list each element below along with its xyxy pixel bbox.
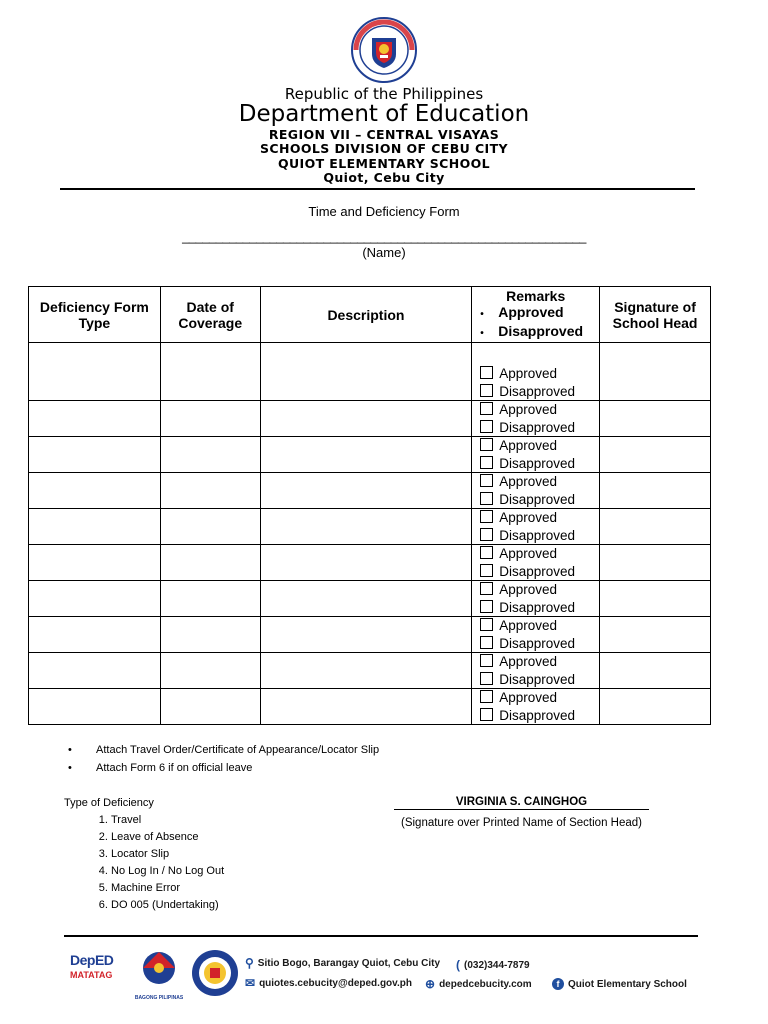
department-heading: Department of Education [238,101,530,127]
approved-option[interactable] [472,401,599,419]
header-date-coverage: Date of Coverage [160,287,260,343]
cell-deficiency-type[interactable] [29,581,161,617]
disapproved-option[interactable] [472,707,599,725]
disapproved-option[interactable] [472,491,599,509]
cell-description[interactable] [260,437,472,473]
table-row [29,617,711,653]
approved-option[interactable] [472,437,599,455]
cell-deficiency-type[interactable] [29,545,161,581]
approved-checkbox[interactable] [480,510,493,523]
cell-date-coverage[interactable] [160,343,260,401]
approved-checkbox[interactable] [480,690,493,703]
deped-logo-text: DepED [70,952,114,968]
school-heading: QUIOT ELEMENTARY SCHOOL [277,156,491,171]
disapproved-option[interactable] [472,419,599,437]
list-item: 6. DO 005 (Undertaking) [111,897,224,914]
cell-deficiency-type[interactable] [29,437,161,473]
header-remarks-approved: Approved [498,304,564,320]
note-item: • Attach Travel Order/Certificate of Appearance/Locator Slip [68,741,379,759]
table-header-row [29,287,711,343]
disapproved-option[interactable] [472,671,599,689]
disapproved-label: Disapproved [499,527,576,543]
section-head-name: VIRGINIA S. CAINGHOG [394,796,649,810]
division-heading: SCHOOLS DIVISION OF CEBU CITY [260,141,508,156]
form-title: Time and Deficiency Form [308,204,460,219]
cell-description[interactable] [260,545,472,581]
cell-date-coverage[interactable] [160,653,260,689]
facebook-icon: f [552,978,564,990]
disapproved-option[interactable] [472,455,599,473]
deped-seal-logo [350,16,418,84]
disapproved-checkbox[interactable] [480,528,493,541]
cell-date-coverage[interactable] [160,689,260,725]
cell-date-coverage[interactable] [160,473,260,509]
disapproved-label: Disapproved [499,455,576,471]
header-remarks [472,287,600,343]
header-remarks-title: Remarks [506,288,566,304]
cell-description[interactable] [260,617,472,653]
disapproved-checkbox[interactable] [480,600,493,613]
cell-remarks [472,509,600,545]
footer-divider [64,935,698,937]
cell-signature[interactable] [600,343,711,401]
table-row [29,473,711,509]
disapproved-option[interactable] [472,527,599,545]
phone-contact: ( (032)344-7879 [456,958,530,972]
disapproved-checkbox[interactable] [480,708,493,721]
table-row [29,509,711,545]
cell-signature[interactable] [600,581,711,617]
location-heading: Quiot, Cebu City [323,170,445,185]
cell-description[interactable] [260,509,472,545]
approved-label: Approved [499,474,558,489]
approved-label: Approved [499,402,558,417]
cell-deficiency-type[interactable] [29,343,161,401]
list-item: 2. Leave of Absence [111,829,224,846]
table-row [29,653,711,689]
cell-deficiency-type[interactable] [29,509,161,545]
cell-date-coverage[interactable] [160,617,260,653]
cell-remarks [472,689,600,725]
table-row [29,581,711,617]
facebook-contact: f Quiot Elementary School [552,978,687,990]
approved-option[interactable] [472,473,599,491]
section-head-caption: (Signature over Printed Name of Section Head) [401,817,642,829]
approved-option[interactable] [472,689,599,707]
region-heading: REGION VII – CENTRAL VISAYAS [268,127,500,142]
cell-date-coverage[interactable] [160,509,260,545]
cell-remarks [472,437,600,473]
name-field-line[interactable]: ____________________________________________________________ [182,229,586,244]
cell-remarks [472,617,600,653]
cell-signature[interactable] [600,509,711,545]
cell-deficiency-type[interactable] [29,401,161,437]
cell-deficiency-type[interactable] [29,689,161,725]
header-description: Description [260,287,472,343]
republic-heading: Republic of the Philippines [284,85,484,103]
disapproved-checkbox[interactable] [480,564,493,577]
name-label: (Name) [362,245,406,260]
disapproved-label: Disapproved [499,707,576,723]
approved-checkbox[interactable] [480,546,493,559]
disapproved-label: Disapproved [499,383,576,399]
approved-option[interactable] [472,617,599,635]
list-item: 5. Machine Error [111,880,224,897]
header-divider [60,188,695,190]
table-row [29,343,711,401]
disapproved-label: Disapproved [499,491,576,507]
approved-checkbox[interactable] [480,402,493,415]
disapproved-label: Disapproved [499,563,576,579]
cell-remarks [472,653,600,689]
address-contact: ⚲ Sitio Bogo, Barangay Quiot, Cebu City [245,956,441,970]
approved-checkbox[interactable] [480,618,493,631]
approved-label: Approved [499,618,558,633]
list-item: 3. Locator Slip [111,846,224,863]
approved-label: Approved [499,546,558,561]
cell-remarks [472,473,600,509]
approved-label: Approved [499,510,558,525]
approved-label: Approved [499,582,558,597]
disapproved-label: Disapproved [499,599,576,615]
disapproved-checkbox[interactable] [480,384,493,397]
attachment-notes [68,741,379,777]
table-row [29,401,711,437]
disapproved-label: Disapproved [499,671,576,687]
cell-signature[interactable] [600,473,711,509]
cell-signature[interactable] [600,437,711,473]
cell-description[interactable] [260,473,472,509]
list-item: 1. Travel [111,812,224,829]
disapproved-option[interactable] [472,383,599,401]
approved-label: Approved [499,654,558,669]
table-row [29,545,711,581]
approved-checkbox[interactable] [480,582,493,595]
bagong-pilipinas-caption: BAGONG PILIPINAS [134,995,184,1001]
bullet-icon: • [480,309,484,320]
cell-signature[interactable] [600,617,711,653]
cell-date-coverage[interactable] [160,437,260,473]
disapproved-checkbox[interactable] [480,492,493,505]
header-deficiency-type: Deficiency Form Type [29,287,161,343]
deficiency-type-title: Type of Deficiency [64,797,154,809]
website-contact: ⊕ depedcebucity.com [425,977,532,991]
cell-remarks [472,545,600,581]
disapproved-option[interactable] [472,599,599,617]
approved-option[interactable] [472,581,599,599]
cell-signature[interactable] [600,689,711,725]
deped-matatag-logo [70,952,126,998]
cell-signature[interactable] [600,653,711,689]
cell-signature[interactable] [600,545,711,581]
cell-remarks [472,401,600,437]
bullet-icon: • [68,744,72,756]
cell-description[interactable] [260,653,472,689]
disapproved-checkbox[interactable] [480,420,493,433]
disapproved-checkbox[interactable] [480,636,493,649]
bagong-pilipinas-logo [134,950,184,1001]
approved-label: Approved [499,366,558,381]
bullet-icon: • [68,762,72,774]
table-row [29,689,711,725]
approved-checkbox[interactable] [480,654,493,667]
deficiency-table [28,286,711,725]
disapproved-label: Disapproved [499,419,576,435]
cell-remarks [472,343,600,401]
globe-icon: ⊕ [425,977,436,991]
approved-label: Approved [499,438,558,453]
list-item: 4. No Log In / No Log Out [111,863,224,880]
cell-date-coverage[interactable] [160,545,260,581]
cell-remarks [472,581,600,617]
school-logo [190,948,240,998]
location-pin-icon: ⚲ [245,956,254,970]
disapproved-label: Disapproved [499,635,576,651]
approved-option[interactable] [472,545,599,563]
disapproved-option[interactable] [472,635,599,653]
header-signature: Signature of School Head [600,287,711,343]
cell-date-coverage[interactable] [160,581,260,617]
disapproved-checkbox[interactable] [480,456,493,469]
header-remarks-disapproved: Disapproved [498,323,584,339]
approved-option[interactable] [472,365,599,383]
cell-description[interactable] [260,343,472,401]
email-icon: ✉ [245,976,256,990]
disapproved-option[interactable] [472,563,599,581]
approved-checkbox[interactable] [480,438,493,451]
phone-icon: ( [456,958,460,972]
note-item: • Attach Form 6 if on official leave [68,759,379,777]
footer [68,948,708,1000]
cell-description[interactable] [260,689,472,725]
approved-option[interactable] [472,509,599,527]
cell-deficiency-type[interactable] [29,617,161,653]
email-contact: ✉ quiotes.cebucity@deped.gov.ph [245,976,412,990]
approved-checkbox[interactable] [480,366,493,379]
bullet-icon: • [480,328,484,339]
cell-deficiency-type[interactable] [29,473,161,509]
cell-signature[interactable] [600,401,711,437]
cell-deficiency-type[interactable] [29,653,161,689]
cell-description[interactable] [260,581,472,617]
cell-date-coverage[interactable] [160,401,260,437]
table-row [29,437,711,473]
cell-description[interactable] [260,401,472,437]
approved-label: Approved [499,690,558,705]
matatag-logo-text: MATATAG [70,970,113,980]
disapproved-checkbox[interactable] [480,672,493,685]
approved-checkbox[interactable] [480,474,493,487]
deficiency-type-list [64,795,224,914]
approved-option[interactable] [472,653,599,671]
